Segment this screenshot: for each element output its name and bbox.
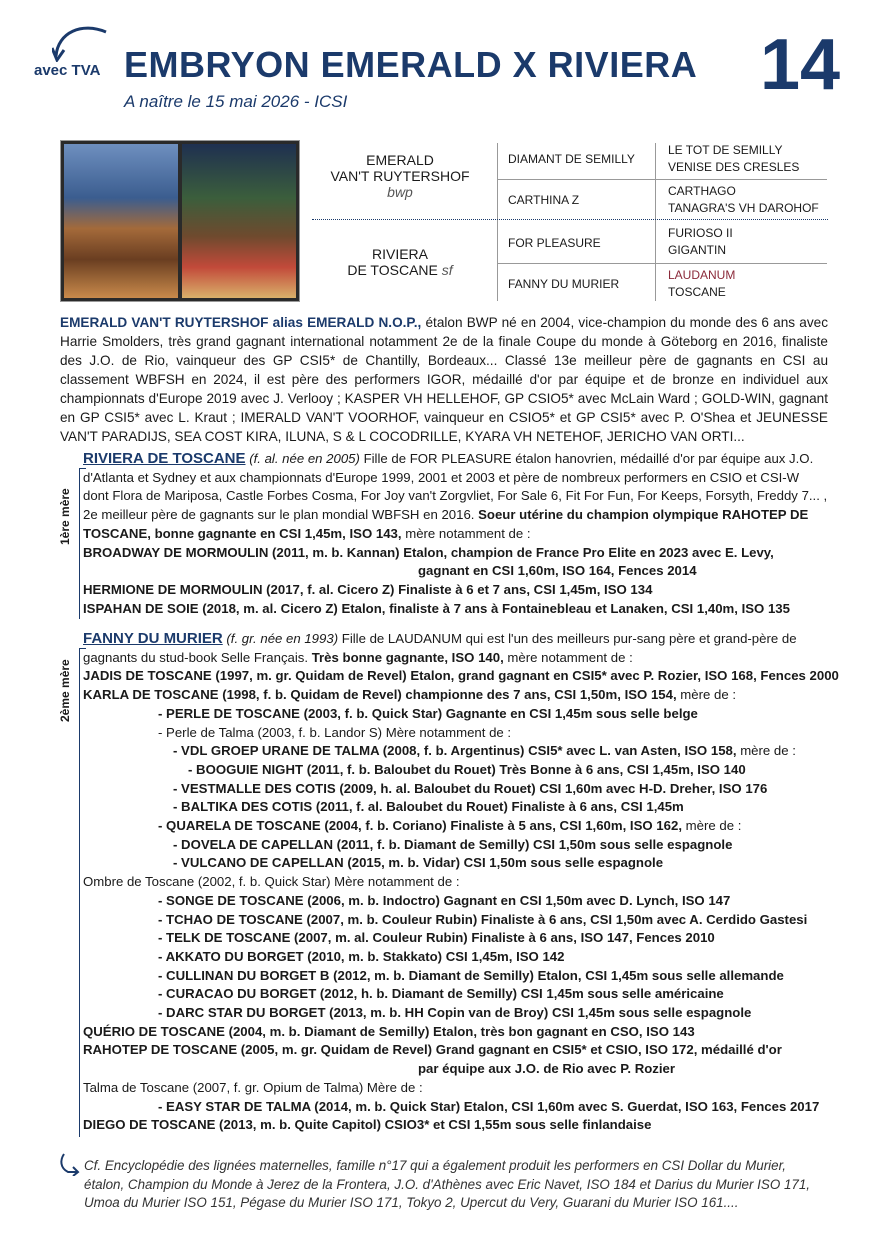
brand-label: avec TVA — [34, 62, 101, 79]
divider — [497, 179, 827, 180]
sire-description: EMERALD VAN'T RUYTERSHOF alias EMERALD N.O.P., étalon BWP né en 2004, vice-champion du monde des 6 ans avec Harrie Smolders, très grand gagnant international notamment 2e de la finale Coupe du monde à Göteborg en 2016, finaliste des J.O. de Rio, vainqueur des GP CSI5* de Chantilly, Bordeaux... Classé 13e meilleur père de gagnants en CSI au classement WBFSH en 2024, il est père des performers IGOR, médaillé d'or par équipe et de bronze en individuel aux championnats d'Europe 2019 avec J. Verlooy ; KASPER VH HELLEHOF, GP CSIO5* avec McLain Ward ; GOLD-WIN, gagnant en GP CSI5* avec L. Kraut ; IMERALD VAN'T VOORHOF, vainqueur en CSIO5* et GP CSI5* avec P. O'Shea et JEUNESSE VAN'T PARADIJS, SEA COST KIRA, ILUNA, S & L COCODRILLE, KYARA VH NETEHOF, JERICHO VAN ORTI... — [60, 315, 828, 444]
great-grandparent-5: FURIOSO II — [668, 226, 733, 240]
divider — [497, 143, 498, 301]
great-grandparent-7: LAUDANUM — [668, 268, 736, 282]
grandparent-2: CARTHINA Z — [508, 193, 580, 207]
page-subtitle: A naître le 15 mai 2026 - ICSI — [124, 92, 348, 111]
sire-photo — [64, 144, 178, 298]
sire-name: EMERALD VAN'T RUYTERSHOF bwp — [330, 152, 470, 200]
dam-name: RIVIERA DE TOSCANE sf — [347, 246, 453, 278]
grandparent-3: FOR PLEASURE — [508, 236, 601, 250]
hook-arrow-icon — [58, 1152, 80, 1176]
great-grandparent-4: TANAGRA'S VH DAROHOF — [668, 201, 819, 215]
grandparent-1: DIAMANT DE SEMILLY — [508, 152, 635, 166]
first-dam-title: RIVIERA DE TOSCANE — [83, 450, 246, 467]
great-grandparent-6: GIGANTIN — [668, 243, 727, 257]
great-grandparent-3: CARTHAGO — [668, 184, 736, 198]
dam-photo — [182, 144, 296, 298]
lot-number: 14 — [760, 25, 841, 105]
second-dam-section: FANNY DU MURIER (f. gr. née en 1993) Fille de LAUDANUM qui est l'un des meilleurs pur-sang père et grand-père de gagnants du stud-book Selle Français. Très bonne gagnante, ISO 140, mère notamment de : JADIS DE TOSCANE (1997, m. gr. Quidam de Revel) Etalon, grand gagnant en CSI5* avec P. Rozier, ISO 168, Fences 2000 KARLA DE TOSCANE (1998, f. b. Quidam de Revel) championne des 7 ans, CSI 1,50m, ISO 154, mère de : - PERLE DE TOSCANE (2003, f. b. Quick Star) Gagnante en CSI 1,45m sous selle belge - Perle de Talma (2003, f. b. Landor S) Mère notamment de : - VDL GROEP URANE DE TALMA (2008, f. b. Argentinus) CSI5* avec L. van Asten, ISO 158, mère de : - BOOGUIE NIGHT (2011, f. b. Baloubet du Rouet) Très Bonne à 6 ans, CSI 1,45m, ISO 140 - VESTMALLE DES COTIS (2009, h. al. Baloubet du Rouet) CSI 1,60m avec H-D. Dreher, ISO 176 - BALTIKA DES COTIS (2011, f. al. Baloubet du Rouet) Finaliste à 6 ans, CSI 1,45m - QUARELA DE TOSCANE (2004, f. b. Coriano) Finaliste à 5 ans, CSI 1,60m, ISO 162, mère de : - DOVELA DE CAPELLAN (2011, f. b. Diamant de Semilly) CSI 1,50m sous selle espagnole - VULCANO DE CAPELLAN (2015, m. b. Vidar) CSI 1,50m sous selle espagnole Ombre de Toscane (2002, f. b. Quick Star) Mère notamment de : - SONGE DE TOSCANE (2006, m. b. Indoctro) Gagnant en CSI 1,50m avec D. Lynch, ISO 147 - TCHAO DE TOSCANE (2007, m. b. Couleur Rubin) Finaliste à 6 ans, CSI 1,50m avec A. Cerdido Gastesi - TELK DE TOSCANE (2007, m. al. Couleur Rubin) Finaliste à 6 ans, ISO 147, Fences 2010 - AKKATO DU BORGET (2010, m. b. Stakkato) CSI 1,45m, ISO 142 - CULLINAN DU BORGET B (2012, m. b. Diamant de Semilly) Etalon, CSI 1,45m sous selle allemande - CURACAO DU BORGET (2012, h. b. Diamant de Semilly) CSI 1,45m sous selle américaine - DARC STAR DU BORGET (2013, m. b. HH Copin van de Broy) CSI 1,45m sous selle espagnole QUÉRIO DE TOSCANE (2004, m. b. Diamant de Semilly) Etalon, très bon gagnant en CSO, ISO 143 RAHOTEP DE TOSCANE (2005, m. gr. Quidam de Revel) Grand gagnant en CSI5* et CSIO, ISO 172, médaillé d'or par équipe aux J.O. de Rio avec P. Rozier Talma de Toscane (2007, f. gr. Opium de Talma) Mère de : - EASY STAR DE TALMA (2014, m. b. Quick Star) Etalon, CSI 1,60m avec S. Guerdat, ISO 163, Fences 2017 DIEGO DE TOSCANE (2013, m. b. Quite Capitol) CSIO3* et CSI 1,55m sous selle finlandaise — [83, 630, 839, 1133]
great-grandparent-1: LE TOT DE SEMILLY — [668, 143, 783, 157]
first-dam-section: RIVIERA DE TOSCANE (f. al. née en 2005) Fille de FOR PLEASURE étalon hanovrien, médaillé d'or par équipe aux J.O. d'Atlanta et Sydney et aux championnats d'Europe 1999, 2001 et 2003 et père de nombreux performers en CSIO et CSI-W dont Flora de Mariposa, Castle Forbes Cosma, For Joy van't Zorgvliet, For Sale 6, Fit For Fun, For Keeps, Forsyth, Freddy 7... , 2e meilleur père de gagnants sur le plan mondial WBFSH en 2016. Soeur utérine du champion olympique RAHOTEP DE TOSCANE, bonne gagnante en CSI 1,45m, ISO 143, mère notamment de : BROADWAY DE MORMOULIN (2011, m. b. Kannan) Etalon, champion de France Pro Elite en 2023 avec E. Levy, gagnant en CSI 1,60m, ISO 164, Fences 2014 HERMIONE DE MORMOULIN (2017, f. al. Cicero Z) Finaliste à 6 et 7 ans, CSI 1,45m, ISO 134 ISPAHAN DE SOIE (2018, m. al. Cicero Z) Etalon, finaliste à 7 ans à Fontainebleau et Lanaken, CSI 1,40m, ISO 135 — [83, 450, 828, 616]
great-grandparent-2: VENISE DES CRESLES — [668, 160, 800, 174]
grandparent-4: FANNY DU MURIER — [508, 277, 620, 291]
divider — [655, 143, 656, 301]
footer-note: Cf. Encyclopédie des lignées maternelles, famille n°17 qui a également produit les performers en CSI Dollar du Murier, étalon, Champion du Monde à Jerez de la Frontera, J.O. d'Athènes avec Eric Navet, ISO 184 et Darius du Murier ISO 171, Umoa du Murier ISO 151, Pégase du Murier ISO 171, Tokyo 2, Upercut du Very, Guarani du Murier ISO 161.... — [84, 1158, 811, 1211]
curved-arrow-icon — [52, 18, 112, 62]
divider — [497, 263, 827, 264]
great-grandparent-8: TOSCANE — [668, 285, 726, 299]
second-dam-label: 2ème mère — [58, 659, 72, 722]
divider — [312, 219, 828, 220]
page-title: EMBRYON EMERALD X RIVIERA — [124, 44, 698, 85]
first-dam-label: 1ère mère — [58, 488, 72, 545]
horse-photos — [60, 140, 300, 302]
second-dam-title: FANNY DU MURIER — [83, 630, 223, 647]
